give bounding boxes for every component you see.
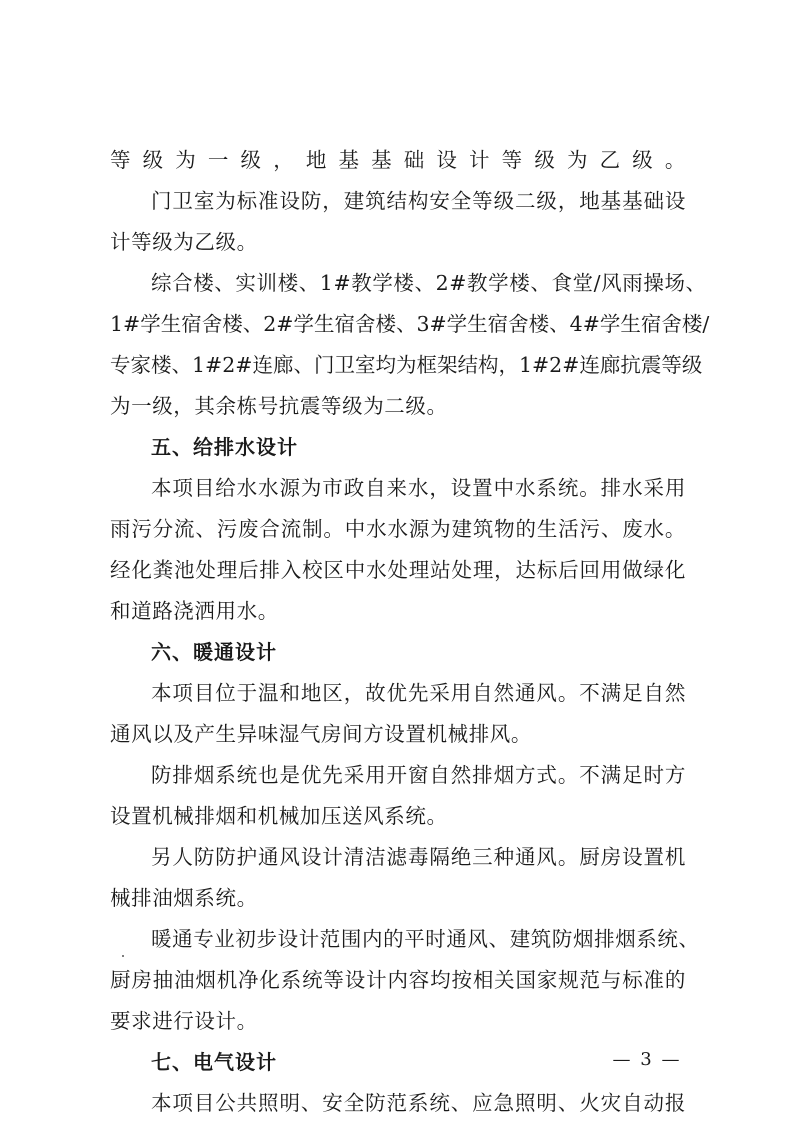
paragraph-line: 防排烟系统也是优先采用开窗自然排烟方式。不满足时方	[151, 763, 686, 787]
paragraph-line: 经化粪池处理后排入校区中水处理站处理，达标后回用做绿化	[110, 558, 686, 582]
paragraph-line: 本项目公共照明、安全防范系统、应急照明、火灾自动报	[151, 1091, 686, 1115]
scan-mark	[122, 955, 124, 957]
paragraph-line: 等级为一级，地基基础设计等级为乙级。	[110, 148, 686, 172]
paragraph-line: 为一级，其余栋号抗震等级为二级。	[110, 394, 448, 418]
paragraph-line: 要求进行设计。	[110, 1009, 258, 1033]
paragraph-line: 厨房抽油烟机净化系统等设计内容均按相关国家规范与标准的	[110, 968, 686, 992]
paragraph-line: 本项目位于温和地区，故优先采用自然通风。不满足自然	[151, 681, 686, 705]
paragraph-line: 雨污分流、污废合流制。中水水源为建筑物的生活污、废水。	[110, 517, 686, 541]
paragraph-line: 1#学生宿舍楼、2#学生宿舍楼、3#学生宿舍楼、4#学生宿舍楼/	[110, 312, 710, 336]
paragraph-line: 另人防防护通风设计清洁滤毒隔绝三种通风。厨房设置机	[151, 845, 686, 869]
paragraph-line: 门卫室为标准设防，建筑结构安全等级二级，地基基础设	[151, 189, 686, 213]
section-heading-hvac: 六、暖通设计	[151, 640, 277, 664]
paragraph-line: 综合楼、实训楼、1#教学楼、2#教学楼、食堂/风雨操场、	[151, 271, 707, 295]
document-body	[110, 140, 710, 1124]
paragraph-line: 设置机械排烟和机械加压送风系统。	[110, 804, 448, 828]
paragraph-line: 和道路浇洒用水。	[110, 599, 279, 623]
paragraph-line: 本项目给水水源为市政自来水，设置中水系统。排水采用	[151, 476, 686, 500]
paragraph-line: 专家楼、1#2#连廊、门卫室均为框架结构，1#2#连廊抗震等级	[110, 353, 703, 377]
paragraph-line: 械排油烟系统。	[110, 886, 258, 910]
page-number: — 3 —	[612, 1049, 682, 1070]
section-heading-water: 五、给排水设计	[151, 435, 298, 459]
paragraph-line: 暖通专业初步设计范围内的平时通风、建筑防烟排烟系统、	[151, 927, 700, 951]
section-heading-electrical: 七、电气设计	[151, 1050, 277, 1074]
paragraph-line: 通风以及产生异味湿气房间方设置机械排风。	[110, 722, 532, 746]
paragraph-line: 计等级为乙级。	[110, 230, 258, 254]
